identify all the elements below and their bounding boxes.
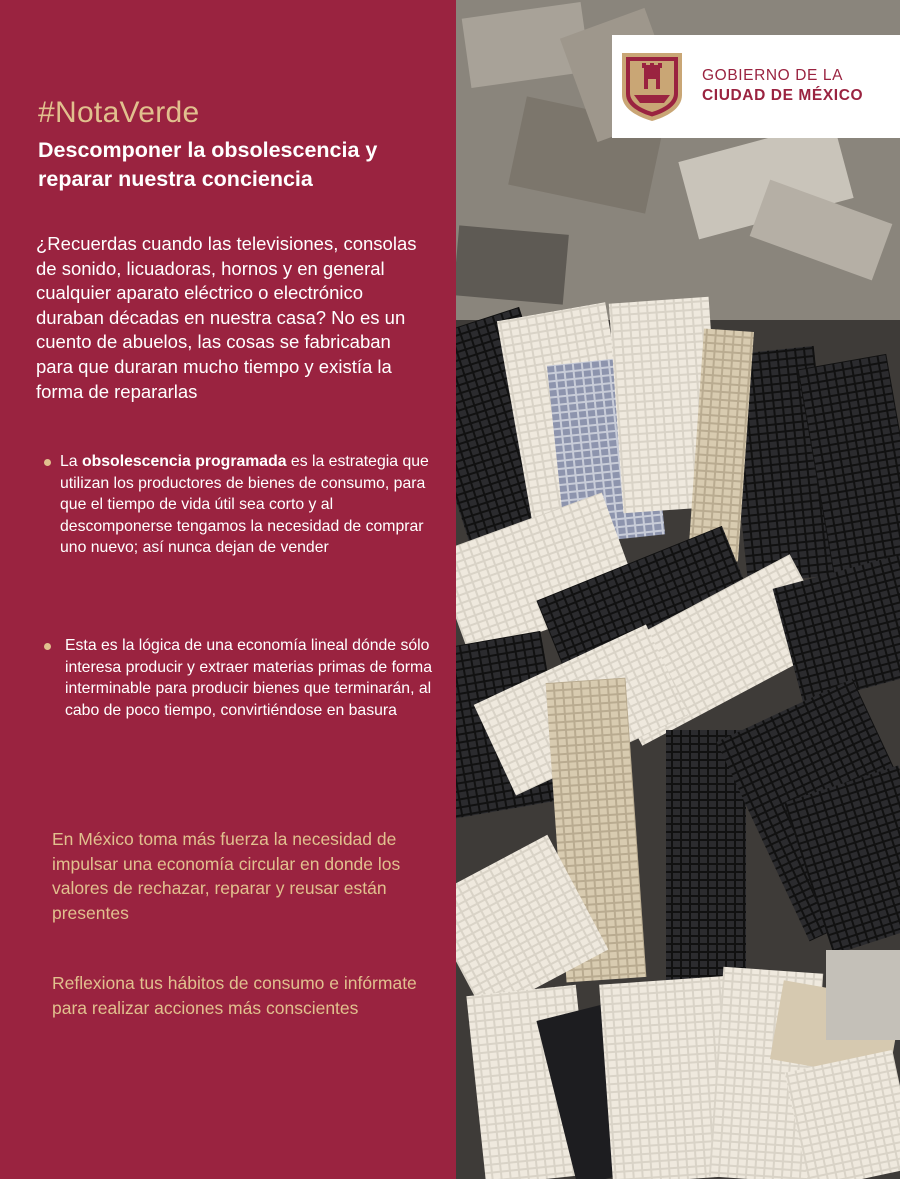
hashtag-heading: #NotaVerde (38, 96, 200, 129)
bullet-emphasis: obsolescencia programada (81, 453, 287, 470)
keyboard-pile-image (456, 0, 900, 1179)
bullet-text: Esta es la lógica de una economía lineal dónde sólo interesa producir y extraer materias primas de forma interminable para producir bienes que terminarán, al cabo de poco tiempo, convirtiéndose en basura (65, 637, 432, 719)
logo-line1: GOBIERNO DE LA (702, 67, 844, 84)
bullet-item (44, 635, 435, 721)
logo-wordmark (702, 66, 863, 106)
page-title: Descomponer la obsolescencia y reparar nuestra conciencia (38, 138, 378, 191)
keyboards-photo (456, 0, 900, 1179)
bullet-dot-icon (44, 459, 51, 466)
government-logo (612, 35, 900, 138)
cdmx-shield-icon (620, 51, 684, 123)
bullet-prefix: La (60, 453, 82, 470)
intro-paragraph: ¿Recuerdas cuando las televisiones, consolas de sonido, licuadoras, hornos y en general cualquier aparato eléctrico o electrónico duraban décadas en nuestra casa? No es un cuento de abuelos, las cosas se fabricaban para que duraran mucho tiempo y existía la forma de repararlas (36, 233, 417, 402)
closing-paragraph: En México toma más fuerza la necesidad de impulsar una economía circular en donde los valores de rechazar, reparar y reusar están presentes (52, 829, 401, 923)
bullet-item (44, 451, 430, 559)
bullet-dot-icon (44, 643, 51, 650)
closing-paragraph: Reflexiona tus hábitos de consumo e infórmate para realizar acciones más conscientes (52, 973, 417, 1018)
bullet-suffix: es la estrategia que utilizan los productores de bienes de consumo, para que el tiempo de vida útil sea corto y al descomponerse tengamos la necesidad de comprar uno nuevo; así nunca dejan de vender (60, 453, 429, 557)
logo-line2: CIUDAD DE MÉXICO (702, 87, 864, 104)
